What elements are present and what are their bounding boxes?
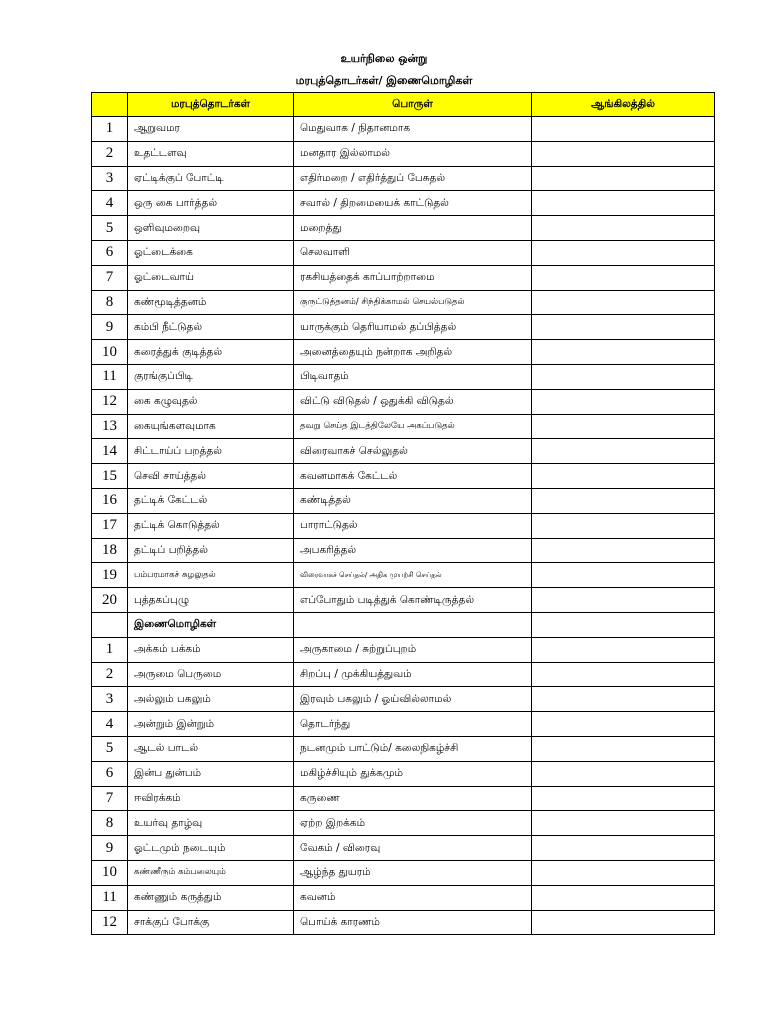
idioms-table: [91, 92, 715, 935]
meaning-cell: பிடிவாதம்: [294, 364, 532, 389]
row-number-cell: 1: [92, 117, 128, 142]
row-number-cell: 15: [92, 464, 128, 489]
english-cell: [532, 464, 715, 489]
empty-cell: [532, 612, 715, 637]
english-cell: [532, 712, 715, 737]
phrase-cell: ஓட்டைக்கை: [128, 240, 294, 265]
table-row: [92, 389, 715, 414]
meaning-cell: எப்போதும் படித்துக் கொண்டிருத்தல்: [294, 588, 532, 613]
english-cell: [532, 761, 715, 786]
meaning-cell: தொடர்ந்து: [294, 712, 532, 737]
table-row: [92, 637, 715, 662]
english-cell: [532, 117, 715, 142]
meaning-cell: கண்டித்தல்: [294, 488, 532, 513]
meaning-cell: சிறப்பு / முக்கியத்துவம்: [294, 662, 532, 687]
english-cell: [532, 910, 715, 935]
table-row: [92, 860, 715, 885]
meaning-cell: ஆழ்ந்த துயரம்: [294, 860, 532, 885]
row-number-cell: 6: [92, 240, 128, 265]
table-row: [92, 736, 715, 761]
english-cell: [532, 736, 715, 761]
table-row: [92, 414, 715, 439]
english-cell: [532, 687, 715, 712]
column-header-number: [92, 93, 128, 117]
english-cell: [532, 662, 715, 687]
table-row: [92, 464, 715, 489]
table-row: [92, 513, 715, 538]
meaning-cell: பாராட்டுதல்: [294, 513, 532, 538]
table-row: [92, 488, 715, 513]
meaning-cell: கவனம்: [294, 885, 532, 910]
row-number-cell: 9: [92, 836, 128, 861]
empty-cell: [92, 612, 128, 637]
meaning-cell: மகிழ்ச்சியும் துக்கமும்: [294, 761, 532, 786]
meaning-cell: கருணை: [294, 786, 532, 811]
phrase-cell: அக்கம் பக்கம்: [128, 637, 294, 662]
table-row: [92, 563, 715, 588]
row-number-cell: 2: [92, 141, 128, 166]
meaning-cell: தவறு செய்த இடத்திலேயே அகப்படுதல்: [294, 414, 532, 439]
row-number-cell: 7: [92, 265, 128, 290]
phrase-cell: உதட்டளவு: [128, 141, 294, 166]
column-header-idioms: மரபுத்தொடர்கள்: [128, 93, 294, 117]
phrase-cell: கரைத்துக் குடித்தல்: [128, 340, 294, 365]
table-row: [92, 191, 715, 216]
phrase-cell: கண்ணீரும் கம்பலையும்: [128, 860, 294, 885]
english-cell: [532, 885, 715, 910]
table-body: [92, 117, 715, 935]
english-cell: [532, 488, 715, 513]
row-number-cell: 12: [92, 910, 128, 935]
phrase-cell: ஓட்டைவாய்: [128, 265, 294, 290]
phrase-cell: புத்தகப்புழு: [128, 588, 294, 613]
table-row: [92, 538, 715, 563]
english-cell: [532, 860, 715, 885]
section-heading-pairs: இணைமொழிகள்: [128, 612, 294, 637]
phrase-cell: அல்லும் பகலும்: [128, 687, 294, 712]
table-row: [92, 315, 715, 340]
table-row: [92, 216, 715, 241]
english-cell: [532, 836, 715, 861]
english-cell: [532, 538, 715, 563]
table-row: [92, 166, 715, 191]
meaning-cell: அனைத்தையும் நன்றாக அறிதல்: [294, 340, 532, 365]
phrase-cell: இன்ப துன்பம்: [128, 761, 294, 786]
row-number-cell: 20: [92, 588, 128, 613]
table-row: [92, 265, 715, 290]
phrase-cell: கையுங்களவுமாக: [128, 414, 294, 439]
table-row: [92, 439, 715, 464]
meaning-cell: கவனமாகக் கேட்டல்: [294, 464, 532, 489]
phrase-cell: கை கழுவுதல்: [128, 389, 294, 414]
phrase-cell: ஆடல் பாடல்: [128, 736, 294, 761]
english-cell: [532, 315, 715, 340]
phrase-cell: தட்டிக் கொடுத்தல்: [128, 513, 294, 538]
row-number-cell: 3: [92, 166, 128, 191]
phrase-cell: ஒளிவுமறைவு: [128, 216, 294, 241]
table-row: [92, 662, 715, 687]
phrase-cell: கம்பி நீட்டுதல்: [128, 315, 294, 340]
table-row: [92, 761, 715, 786]
phrase-cell: தட்டிக் கேட்டல்: [128, 488, 294, 513]
page-heading-level: உயர்நிலை ஒன்று: [340, 52, 428, 65]
row-number-cell: 11: [92, 885, 128, 910]
meaning-cell: அபகரித்தல்: [294, 538, 532, 563]
row-number-cell: 3: [92, 687, 128, 712]
meaning-cell: ரகசியத்தைக் காப்பாற்றாமை: [294, 265, 532, 290]
row-number-cell: 19: [92, 563, 128, 588]
row-number-cell: 12: [92, 389, 128, 414]
table-row: [92, 117, 715, 142]
table-row: [92, 340, 715, 365]
meaning-cell: யாருக்கும் தெரியாமல் தப்பித்தல்: [294, 315, 532, 340]
english-cell: [532, 290, 715, 315]
row-number-cell: 8: [92, 290, 128, 315]
english-cell: [532, 414, 715, 439]
english-cell: [532, 364, 715, 389]
english-cell: [532, 265, 715, 290]
row-number-cell: 13: [92, 414, 128, 439]
phrase-cell: அன்றும் இன்றும்: [128, 712, 294, 737]
english-cell: [532, 513, 715, 538]
row-number-cell: 16: [92, 488, 128, 513]
phrase-cell: உயர்வு தாழ்வு: [128, 811, 294, 836]
table-row: [92, 836, 715, 861]
empty-cell: [294, 612, 532, 637]
row-number-cell: 14: [92, 439, 128, 464]
english-cell: [532, 141, 715, 166]
table-row: [92, 141, 715, 166]
meaning-cell: செலவாளி: [294, 240, 532, 265]
meaning-cell: எதிர்மறை / எதிர்த்துப் பேசுதல்: [294, 166, 532, 191]
meaning-cell: ஏற்ற இறக்கம்: [294, 811, 532, 836]
table-row: [92, 290, 715, 315]
phrase-cell: ஈவிரக்கம்: [128, 786, 294, 811]
meaning-cell: விரைவாகச் செய்தல்/ அதிக முயற்சி செய்தல்: [294, 563, 532, 588]
row-number-cell: 7: [92, 786, 128, 811]
row-number-cell: 2: [92, 662, 128, 687]
phrase-cell: செவி சாய்த்தல்: [128, 464, 294, 489]
english-cell: [532, 637, 715, 662]
row-number-cell: 6: [92, 761, 128, 786]
phrase-cell: பம்பரமாகச் சுழலுதல்: [128, 563, 294, 588]
table-row: [92, 811, 715, 836]
column-header-meaning: பொருள்: [294, 93, 532, 117]
row-number-cell: 1: [92, 637, 128, 662]
table-row: [92, 712, 715, 737]
row-number-cell: 8: [92, 811, 128, 836]
meaning-cell: இரவும் பகலும் / ஓய்வில்லாமல்: [294, 687, 532, 712]
english-cell: [532, 191, 715, 216]
meaning-cell: வேகம் / விரைவு: [294, 836, 532, 861]
meaning-cell: மனதார இல்லாமல்: [294, 141, 532, 166]
meaning-cell: மெதுவாக / நிதானமாக: [294, 117, 532, 142]
phrase-cell: அருமை பெருமை: [128, 662, 294, 687]
row-number-cell: 17: [92, 513, 128, 538]
table-row: [92, 588, 715, 613]
row-number-cell: 11: [92, 364, 128, 389]
table-row: [92, 786, 715, 811]
row-number-cell: 5: [92, 216, 128, 241]
english-cell: [532, 389, 715, 414]
table-row: [92, 687, 715, 712]
phrase-cell: ஒரு கை பார்த்தல்: [128, 191, 294, 216]
phrase-cell: கண்ணும் கருத்தும்: [128, 885, 294, 910]
phrase-cell: கண்மூடித்தனம்: [128, 290, 294, 315]
meaning-cell: மறைத்து: [294, 216, 532, 241]
table-row: [92, 885, 715, 910]
row-number-cell: 18: [92, 538, 128, 563]
table-row: [92, 364, 715, 389]
row-number-cell: 10: [92, 340, 128, 365]
meaning-cell: அருகாமை / சுற்றுப்புறம்: [294, 637, 532, 662]
row-number-cell: 10: [92, 860, 128, 885]
table-row: [92, 240, 715, 265]
row-number-cell: 9: [92, 315, 128, 340]
english-cell: [532, 588, 715, 613]
english-cell: [532, 216, 715, 241]
table-header-row: [92, 93, 715, 117]
section-heading-row: [92, 612, 715, 637]
meaning-cell: குருட்டுத்தனம்/ சிந்திக்காமல் செயல்படுதல்: [294, 290, 532, 315]
english-cell: [532, 563, 715, 588]
row-number-cell: 4: [92, 712, 128, 737]
page-heading-topic: மரபுத்தொடர்கள்/ இணைமொழிகள்: [295, 74, 473, 87]
phrase-cell: சாக்குப் போக்கு: [128, 910, 294, 935]
english-cell: [532, 340, 715, 365]
meaning-cell: பொய்க் காரணம்: [294, 910, 532, 935]
meaning-cell: சவால் / திறமையைக் காட்டுதல்: [294, 191, 532, 216]
meaning-cell: நடனமும் பாட்டும்/ கலைநிகழ்ச்சி: [294, 736, 532, 761]
row-number-cell: 4: [92, 191, 128, 216]
column-header-english: ஆங்கிலத்தில்: [532, 93, 715, 117]
phrase-cell: குரங்குப்பிடி: [128, 364, 294, 389]
phrase-cell: ஓட்டமும் நடையும்: [128, 836, 294, 861]
phrase-cell: ஏட்டிக்குப் போட்டி: [128, 166, 294, 191]
table-row: [92, 910, 715, 935]
phrase-cell: தட்டிப் பறித்தல்: [128, 538, 294, 563]
english-cell: [532, 786, 715, 811]
english-cell: [532, 166, 715, 191]
row-number-cell: 5: [92, 736, 128, 761]
meaning-cell: விட்டு விடுதல் / ஒதுக்கி விடுதல்: [294, 389, 532, 414]
english-cell: [532, 240, 715, 265]
meaning-cell: விரைவாகச் செல்லுதல்: [294, 439, 532, 464]
english-cell: [532, 811, 715, 836]
english-cell: [532, 439, 715, 464]
phrase-cell: ஆறுவமர: [128, 117, 294, 142]
phrase-cell: சிட்டாய்ப் பறத்தல்: [128, 439, 294, 464]
